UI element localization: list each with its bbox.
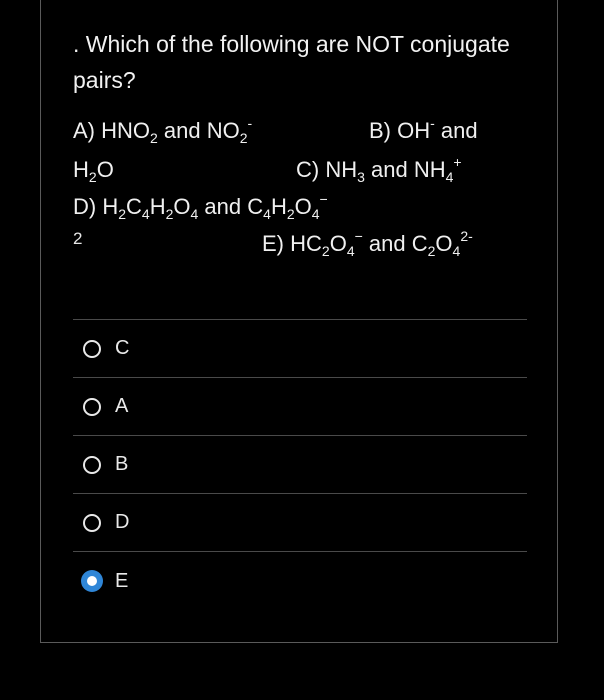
option-label: D <box>115 511 130 533</box>
choice-e: E) $HC_2O_4^-$ and $C_2O_4^{2-}$ <box>262 228 473 259</box>
choice-b-continuation: $H_2O$ <box>73 157 114 185</box>
answer-options <box>73 319 527 610</box>
option-label: C <box>115 337 130 359</box>
option-label: E <box>115 569 129 592</box>
radio-unselected-icon[interactable] <box>83 514 101 532</box>
choice-c: C) $NH_3$ and $NH_4^+$ <box>296 154 462 185</box>
option-e[interactable] <box>73 552 527 610</box>
option-label: B <box>115 453 129 475</box>
choice-d: D) $H_2C_4H_2O_4$ and $C_4H_2O_4^-$ <box>73 191 328 222</box>
option-c[interactable] <box>73 320 527 378</box>
choice-b: B) OH- and <box>369 115 478 143</box>
choice-a: A) $HNO_2$ and $NO_2^-$ <box>73 115 253 146</box>
option-b[interactable] <box>73 436 527 494</box>
choice-d-continuation: 2 <box>73 229 83 248</box>
question-text: . Which of the following are NOT conjugate pairs? <box>73 31 510 93</box>
radio-unselected-icon[interactable] <box>83 456 101 474</box>
radio-selected-icon[interactable] <box>81 570 103 592</box>
radio-unselected-icon[interactable] <box>83 398 101 416</box>
option-d[interactable] <box>73 494 527 552</box>
radio-unselected-icon[interactable] <box>83 340 101 358</box>
option-a[interactable] <box>73 378 527 436</box>
option-label: A <box>115 395 129 417</box>
